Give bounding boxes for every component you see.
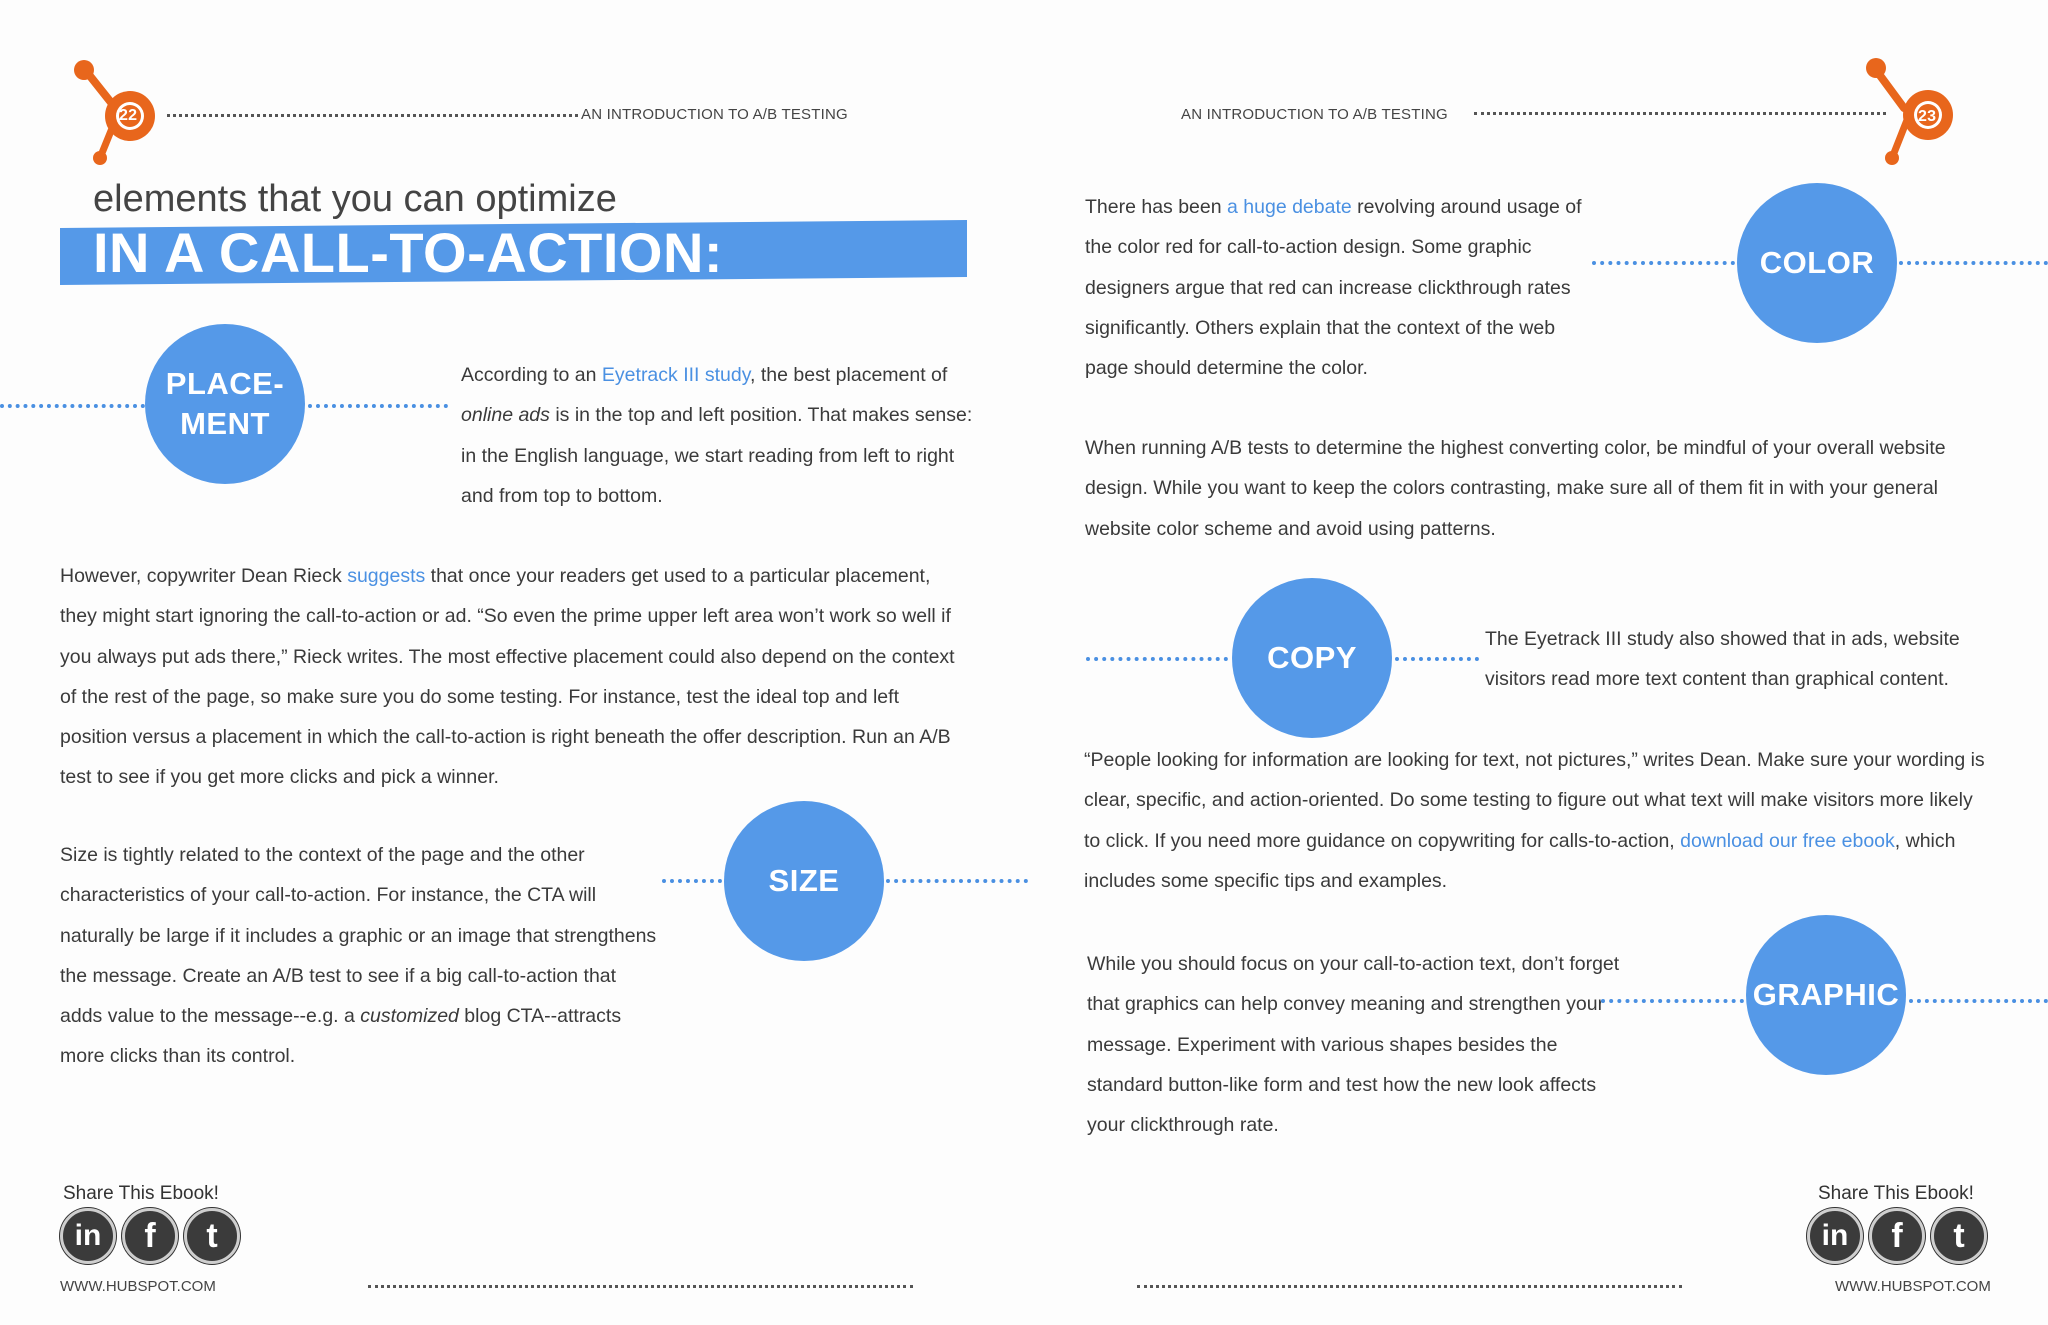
copy-circle xyxy=(1232,578,1392,738)
color-text-2: revolving around usage of the color red for call-to-action design. Some graphic designers argue that red can increase clickthrough rates significantly. Others explain that the context of the web page should determine the color. xyxy=(1085,196,1582,380)
color-paragraph xyxy=(1085,187,1590,388)
hubspot-sprocket-logo-left xyxy=(62,58,162,168)
social-icons-left xyxy=(60,1208,240,1264)
size-circle xyxy=(724,801,884,961)
copy-circle-label: COPY xyxy=(1267,640,1357,675)
website-right[interactable]: WWW.HUBSPOT.COM xyxy=(1835,1278,1991,1295)
copy-dots-right xyxy=(1395,657,1479,661)
linkedin-icon[interactable]: in xyxy=(1807,1208,1863,1264)
placement-emphasis: online ads xyxy=(461,404,550,427)
placement-paragraph xyxy=(461,355,981,516)
copy-paragraph-2 xyxy=(1084,740,1989,901)
graphic-dots-right xyxy=(1909,999,2048,1003)
download-ebook-link[interactable]: download our free ebook xyxy=(1680,829,1895,852)
social-icons-right xyxy=(1807,1208,1987,1264)
size-text-1: Size is tightly related to the context of the page and the other characteristics of your call-to-action. For instance, the CTA will naturally be large if it includes a graphic or an image that strengthens the message. Create an A/B test to see if a big call-to-action that adds value to the message--e.g. a xyxy=(60,844,657,1028)
color-dots-left xyxy=(1592,261,1735,265)
twitter-icon[interactable]: t xyxy=(184,1208,240,1264)
copy2-text-2: , which includes some specific tips and examples. xyxy=(1084,829,1956,892)
footer-dots-left xyxy=(368,1285,913,1288)
section-subtitle: elements that you can optimize xyxy=(93,178,617,220)
copy-paragraph: The Eyetrack III study also showed that in ads, website visitors read more text content than graphical content. xyxy=(1485,628,1960,691)
linkedin-icon[interactable]: in xyxy=(60,1208,116,1264)
twitter-icon[interactable]: t xyxy=(1931,1208,1987,1264)
copy2-text-1: “People looking for information are looking for text, not pictures,” writes Dean. Make sure your wording is clear, specific, and action-oriented. Do some testing to figure out what text will make visitors more likely to click. If you need more guidance on copywriting for calls-to-action, xyxy=(1084,749,1985,852)
huge-debate-link[interactable]: a huge debate xyxy=(1227,196,1352,218)
graphic-paragraph: While you should focus on your call-to-action text, don’t forget that graphics can help convey meaning and strengthen your message. Experiment with various shapes besides the standard button-like form and test how the new look affects your clickthrough rate. xyxy=(1087,953,1620,1137)
hubspot-sprocket-logo-right xyxy=(1862,58,1962,168)
placement-text-3: is in the top and left position. That makes sense: in the English language, we start reading from left to right and from top to bottom. xyxy=(461,404,973,507)
rieck-paragraph xyxy=(60,556,960,798)
section-title: IN A CALL-TO-ACTION: xyxy=(93,221,724,284)
color-paragraph-2: When running A/B tests to determine the highest converting color, be mindful of your overall website design. While you want to keep the colors contrasting, make sure all of them fit in with your general website color scheme and avoid using patterns. xyxy=(1085,437,1946,540)
right-header-dots xyxy=(1474,112,1886,115)
placement-text-2: , the best placement of xyxy=(750,364,948,386)
color-text-1: There has been xyxy=(1085,196,1228,218)
placement-dots-right xyxy=(308,404,448,408)
graphic-circle-label: GRAPHIC xyxy=(1752,977,1900,1012)
placement-text-1: According to an xyxy=(461,364,602,386)
right-running-title: AN INTRODUCTION TO A/B TESTING xyxy=(1181,106,1448,123)
size-dots-right xyxy=(886,879,1028,883)
color-circle-label: COLOR xyxy=(1759,245,1875,280)
left-page-number: 22 xyxy=(119,107,138,124)
color-dots-right xyxy=(1899,261,2048,265)
placement-circle-line1: PLACE- xyxy=(165,366,285,401)
size-paragraph xyxy=(60,835,660,1077)
suggests-link[interactable]: suggests xyxy=(347,565,426,587)
footer-dots-right xyxy=(1137,1285,1682,1288)
left-header-dots xyxy=(167,114,578,117)
placement-circle xyxy=(145,324,305,484)
rieck-text-1: However, copywriter Dean Rieck xyxy=(60,565,348,587)
eyetrack-study-link[interactable]: Eyetrack III study xyxy=(601,364,751,386)
right-page-number: 23 xyxy=(1918,108,1937,125)
size-dots-left xyxy=(662,879,722,883)
color-circle xyxy=(1737,183,1897,343)
share-label-left: Share This Ebook! xyxy=(63,1183,219,1204)
graphic-dots-left xyxy=(1601,999,1744,1003)
placement-circle-line2: MENT xyxy=(180,406,270,441)
copy-dots-left xyxy=(1086,657,1228,661)
graphic-circle xyxy=(1746,915,1906,1075)
placement-dots-left xyxy=(0,404,145,408)
website-left[interactable]: WWW.HUBSPOT.COM xyxy=(60,1278,216,1295)
facebook-icon[interactable]: f xyxy=(122,1208,178,1264)
size-emphasis: customized xyxy=(360,1005,459,1028)
share-label-right: Share This Ebook! xyxy=(1818,1183,1974,1204)
rieck-text-2: that once your readers get used to a particular placement, they might start ignoring the call-to-action or ad. “So even the prime upper left area won’t work so well if you always put ads there,” Rieck writes. The most effective placement could also depend on the context of the rest of the page, so make sure you do some testing. For instance, test the ideal top and left position versus a placement in which the call-to-action is right beneath the offer description. Run an A/B test to see if you get more clicks and pick a winner. xyxy=(60,565,955,789)
left-running-title: AN INTRODUCTION TO A/B TESTING xyxy=(581,106,848,123)
size-circle-label: SIZE xyxy=(768,863,840,898)
size-text-2: blog CTA--attracts more clicks than its control. xyxy=(60,1005,622,1068)
facebook-icon[interactable]: f xyxy=(1869,1208,1925,1264)
